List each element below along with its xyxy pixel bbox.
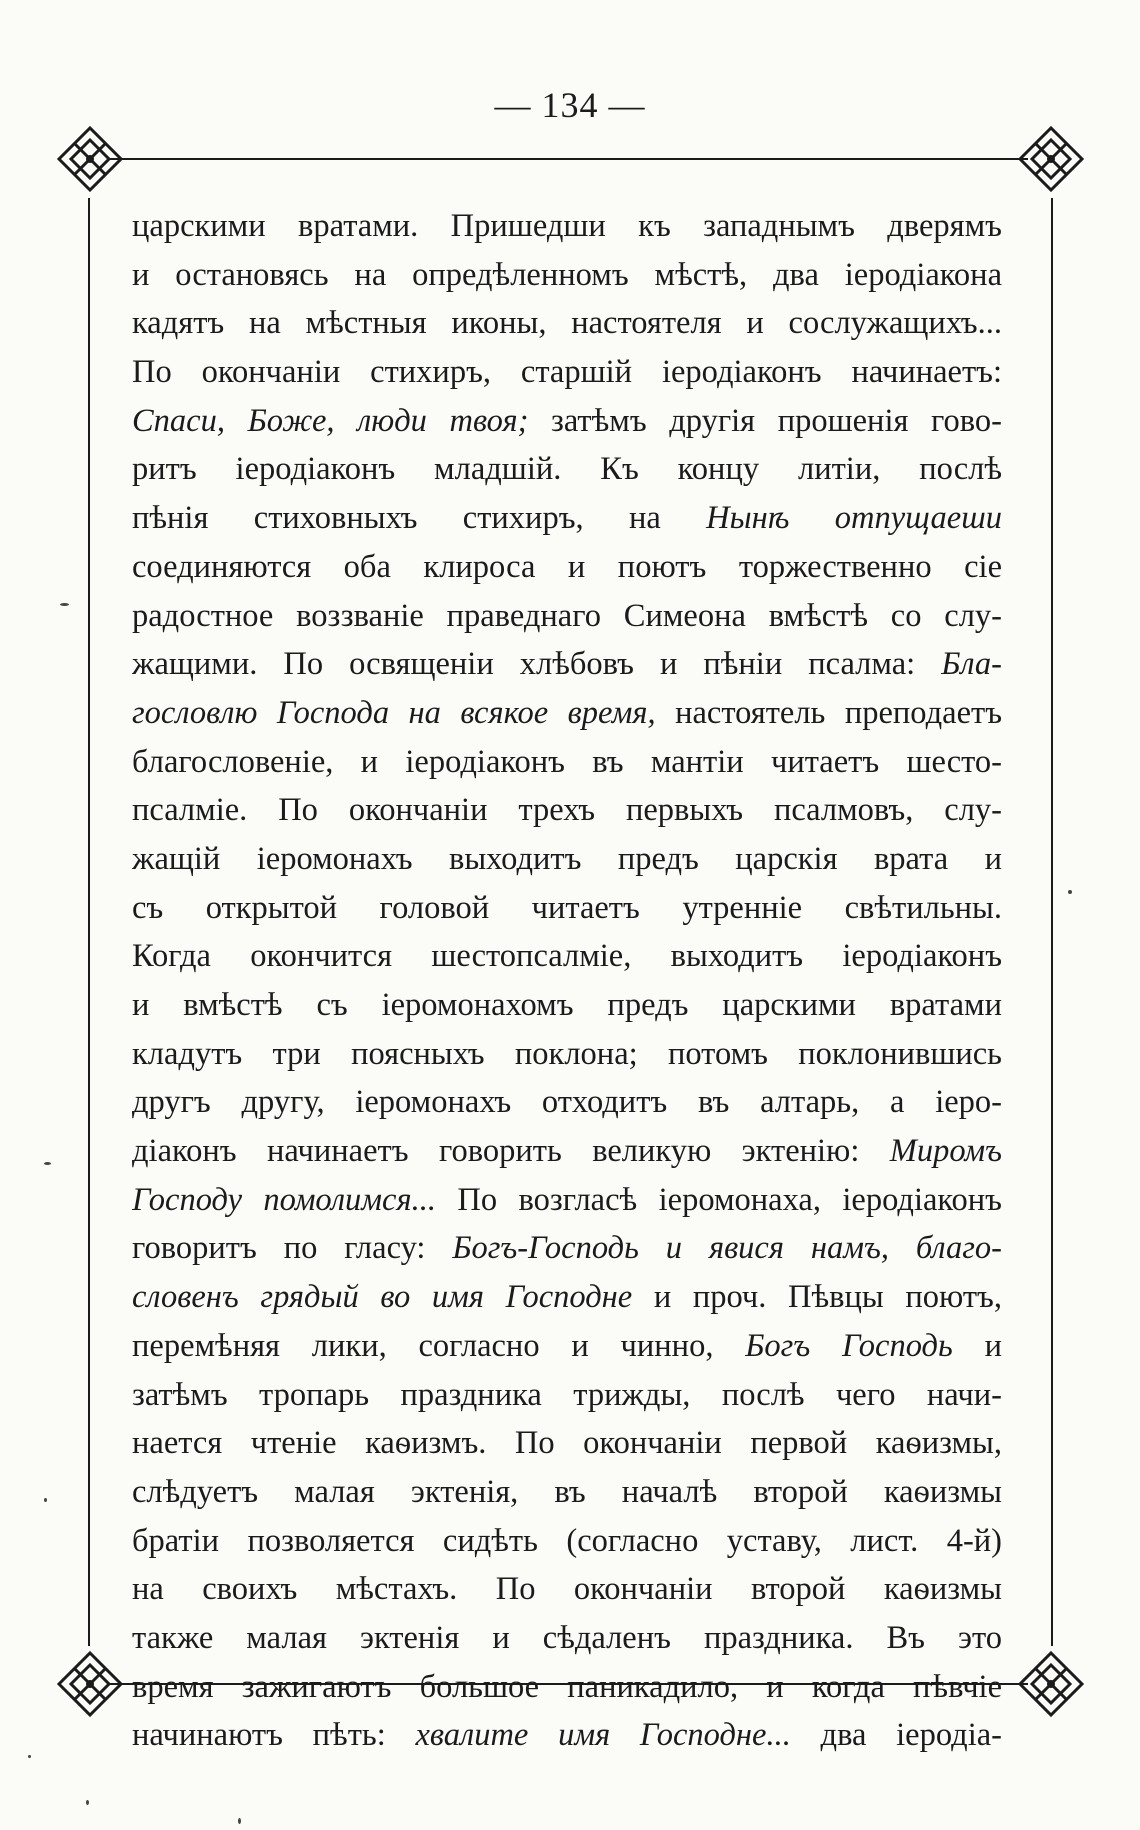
corner-ornament-top-left-icon — [55, 124, 125, 194]
text-line — [132, 1176, 1002, 1225]
text-line — [132, 1468, 1002, 1517]
italic-phrase: словенъ грядый во имя Господне — [132, 1279, 633, 1316]
text-segment: Когда окончится шестопсалміе, выходитъ іеродіаконъ — [132, 938, 1002, 975]
text-segment: и проч. Пѣвцы поютъ, — [632, 1279, 1002, 1316]
text-segment: псалміе. По окончаніи трехъ первыхъ псалмовъ, слу- — [132, 792, 1002, 829]
text-line — [132, 1663, 1002, 1712]
text-segment: жащій іеромонахъ выходитъ предъ царскія врата и — [132, 840, 1002, 877]
text-line — [132, 738, 1002, 787]
text-line — [132, 1517, 1002, 1566]
text-segment: жащими. По освященіи хлѣбовъ и пѣніи псалма: — [132, 646, 942, 683]
text-segment: на своихъ мѣстахъ. По окончаніи второй каѳизмы — [132, 1571, 1002, 1608]
text-segment: начинаютъ пѣть: — [132, 1717, 416, 1754]
text-line — [132, 397, 1002, 446]
text-segment: время зажигаютъ большое паникадило, и когда пѣвчіе — [132, 1668, 1002, 1705]
italic-phrase: гословлю Господа на всякое время, — [132, 694, 656, 731]
print-speck — [1068, 890, 1072, 894]
text-line — [132, 1030, 1002, 1079]
text-line — [132, 1322, 1002, 1371]
italic-phrase: Нынѣ отпущаеши — [706, 500, 1002, 537]
text-segment: По окончаніи стихиръ, старшій іеродіаконъ начинаетъ: — [132, 354, 1002, 391]
italic-phrase: хвалите имя Господне... — [415, 1717, 791, 1754]
text-segment: По возгласѣ іеромонаха, іеродіаконъ — [435, 1181, 1002, 1218]
corner-ornament-top-right-icon — [1016, 124, 1086, 194]
text-segment: съ открытой головой читаетъ утренніе свѣтильны. — [132, 889, 1002, 926]
text-segment: настоятель преподаетъ — [655, 694, 1002, 731]
print-speck — [238, 1818, 241, 1824]
print-speck — [44, 1498, 47, 1502]
text-segment: радостное воззваніе праведнаго Симеона вмѣстѣ со слу- — [132, 597, 1002, 634]
print-speck — [60, 603, 69, 606]
text-segment: царскими вратами. Пришедши къ западнымъ дверямъ — [132, 208, 1002, 244]
text-line — [132, 884, 1002, 933]
text-segment: діаконъ начинаетъ говорить великую эктенію: — [132, 1133, 890, 1170]
page-text — [132, 202, 1002, 1760]
corner-ornament-bottom-right-icon — [1016, 1649, 1086, 1719]
text-segment: ритъ іеродіаконъ младшій. Къ концу литіи, послѣ — [132, 451, 1002, 488]
top-rule — [110, 158, 1028, 160]
text-segment: кадятъ на мѣстныя иконы, настоятеля и сослужащихъ... — [132, 305, 1002, 342]
left-border — [88, 198, 90, 1646]
text-line — [132, 1565, 1002, 1614]
print-speck — [86, 1800, 89, 1805]
text-line — [132, 494, 1002, 543]
text-line — [132, 689, 1002, 738]
text-line — [132, 1614, 1002, 1663]
text-segment: два іеродіа- — [790, 1717, 1002, 1754]
text-line — [132, 251, 1002, 300]
text-segment: говоритъ по гласу: — [132, 1230, 453, 1267]
text-segment: кладутъ три поясныхъ поклона; потомъ поклонившись — [132, 1035, 1002, 1072]
text-line — [132, 786, 1002, 835]
text-segment: затѣмъ тропарь праздника трижды, послѣ чего начи- — [132, 1376, 1002, 1413]
text-segment: другъ другу, іеромонахъ отходитъ въ алтарь, а іеро- — [132, 1084, 1002, 1121]
text-segment: перемѣняя лики, согласно и чинно, — [132, 1327, 746, 1364]
text-line — [132, 1419, 1002, 1468]
text-line — [132, 932, 1002, 981]
text-line — [132, 543, 1002, 592]
text-segment: братіи позволяется сидѣть (согласно уставу, лист. 4-й) — [132, 1522, 1002, 1559]
text-segment: нается чтеніе каѳизмъ. По окончаніи первой каѳизмы, — [132, 1425, 1002, 1462]
print-speck — [44, 1162, 51, 1165]
text-segment: и вмѣстѣ съ іеромонахомъ предъ царскими вратами — [132, 987, 1002, 1023]
text-line — [132, 1711, 1002, 1760]
text-segment: и — [952, 1327, 1002, 1364]
text-line — [132, 1224, 1002, 1273]
text-line — [132, 1371, 1002, 1420]
text-line — [132, 299, 1002, 348]
italic-phrase: Спаси, Боже, люди твоя; — [132, 402, 529, 439]
text-segment: пѣнія стиховныхъ стихиръ, на — [132, 500, 707, 537]
print-speck — [28, 1755, 31, 1758]
italic-phrase: Господу помолимся... — [132, 1181, 436, 1218]
text-line — [132, 348, 1002, 397]
corner-ornament-bottom-left-icon — [55, 1649, 125, 1719]
text-line — [132, 981, 1002, 1030]
text-line — [132, 592, 1002, 641]
italic-phrase: Бла- — [941, 646, 1002, 683]
text-line — [132, 202, 1002, 251]
text-line — [132, 1078, 1002, 1127]
italic-phrase: Миромъ — [889, 1133, 1002, 1170]
text-segment: слѣдуетъ малая эктенія, въ началѣ второй каѳизмы — [132, 1473, 1002, 1510]
text-line — [132, 640, 1002, 689]
text-line — [132, 835, 1002, 884]
text-segment: соединяются оба клироса и поютъ торжественно сіе — [132, 548, 1002, 585]
text-line — [132, 445, 1002, 494]
text-segment: и остановясь на опредѣленномъ мѣстѣ, два іеродіакона — [132, 256, 1002, 293]
italic-phrase: Богъ-Господь и явися намъ, благо- — [452, 1230, 1002, 1267]
page-number: — 134 — — [494, 85, 646, 125]
text-segment: затѣмъ другія прошенія гово- — [528, 402, 1002, 439]
text-segment: благословеніе, и іеродіаконъ въ мантіи читаетъ шесто- — [132, 743, 1002, 780]
text-segment: также малая эктенія и сѣдаленъ праздника. Въ это — [132, 1619, 1002, 1656]
italic-phrase: Богъ Господь — [745, 1327, 953, 1364]
right-border — [1051, 198, 1053, 1646]
text-line — [132, 1273, 1002, 1322]
text-line — [132, 1127, 1002, 1176]
